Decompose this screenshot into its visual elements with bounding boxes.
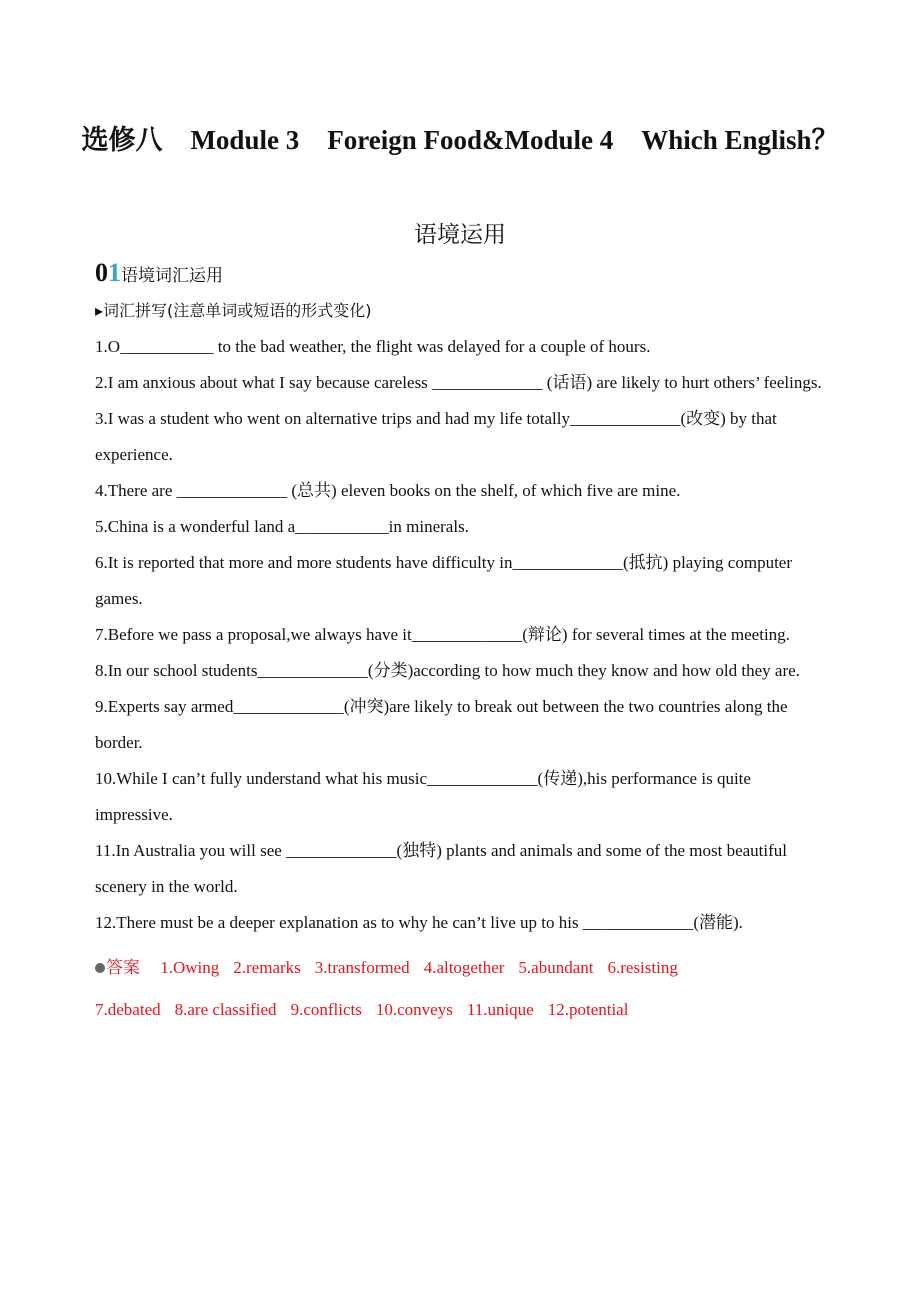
answer-item: 8.are classified <box>174 1000 277 1019</box>
answer-item: 1.Owing <box>160 958 220 977</box>
section-heading <box>95 258 223 288</box>
answer-item: 7.debated <box>95 1000 161 1019</box>
exercise-body <box>95 293 830 1030</box>
section-number-0: 0 <box>95 258 108 287</box>
section-number-1: 1 <box>108 258 121 287</box>
question-item: 7.Before we pass a proposal,we always have it_____________(辩论) for several times at the meeting. <box>95 625 790 644</box>
answer-item: 4.altogether <box>423 958 505 977</box>
title-module3: Module 3 <box>190 125 300 155</box>
answer-item: 5.abundant <box>518 958 594 977</box>
answer-icon <box>95 963 105 973</box>
question-item: 1.O___________ to the bad weather, the flight was delayed for a couple of hours. <box>95 337 651 356</box>
instruction: ▸词汇拼写(注意单词或短语的形式变化) <box>95 301 372 320</box>
question-item: 6.It is reported that more and more students have difficulty in_____________(抵抗) playing computer games. <box>95 553 793 608</box>
question-item: 8.In our school students_____________(分类)according to how much they know and how old they are. <box>95 661 800 680</box>
page-title <box>60 116 860 165</box>
answer-item: 2.remarks <box>233 958 301 977</box>
question-item: 2.I am anxious about what I say because careless _____________ (话语) are likely to hurt others’ feelings. <box>95 373 822 392</box>
question-item: 11.In Australia you will see _____________(独特) plants and animals and some of the most beautiful scenery in the world. <box>95 841 788 896</box>
question-item: 12.There must be a deeper explanation as to why he can’t live up to his _____________(潜能). <box>95 913 743 932</box>
answer-block <box>95 947 830 1030</box>
question-item: 5.China is a wonderful land a___________in minerals. <box>95 517 469 536</box>
answer-item: 3.transformed <box>314 958 410 977</box>
answer-item: 6.resisting <box>607 958 678 977</box>
question-item: 3.I was a student who went on alternative trips and had my life totally_____________(改变) by that experience. <box>95 409 777 464</box>
question-item: 4.There are _____________ (总共) eleven books on the shelf, of which five are mine. <box>95 481 681 500</box>
title-chinese: 选修八 <box>81 125 163 155</box>
answer-item: 10.conveys <box>375 1000 453 1019</box>
answer-label: 答案 <box>106 958 140 978</box>
question-item: 10.While I can’t fully understand what his music_____________(传递),his performance is quite impressive. <box>95 769 751 824</box>
title-foreign-food: Foreign Food&Module 4 <box>327 125 614 155</box>
section-label: 语境词汇运用 <box>121 266 223 286</box>
answer-item: 12.potential <box>547 1000 629 1019</box>
question-list <box>95 329 830 941</box>
answer-item: 11.unique <box>466 1000 534 1019</box>
title-which-english: Which English？ <box>641 125 839 155</box>
answer-item: 9.conflicts <box>290 1000 362 1019</box>
question-item: 9.Experts say armed_____________(冲突)are likely to break out between the two countries along the border. <box>95 697 788 752</box>
subtitle: 语境运用 <box>414 222 506 248</box>
